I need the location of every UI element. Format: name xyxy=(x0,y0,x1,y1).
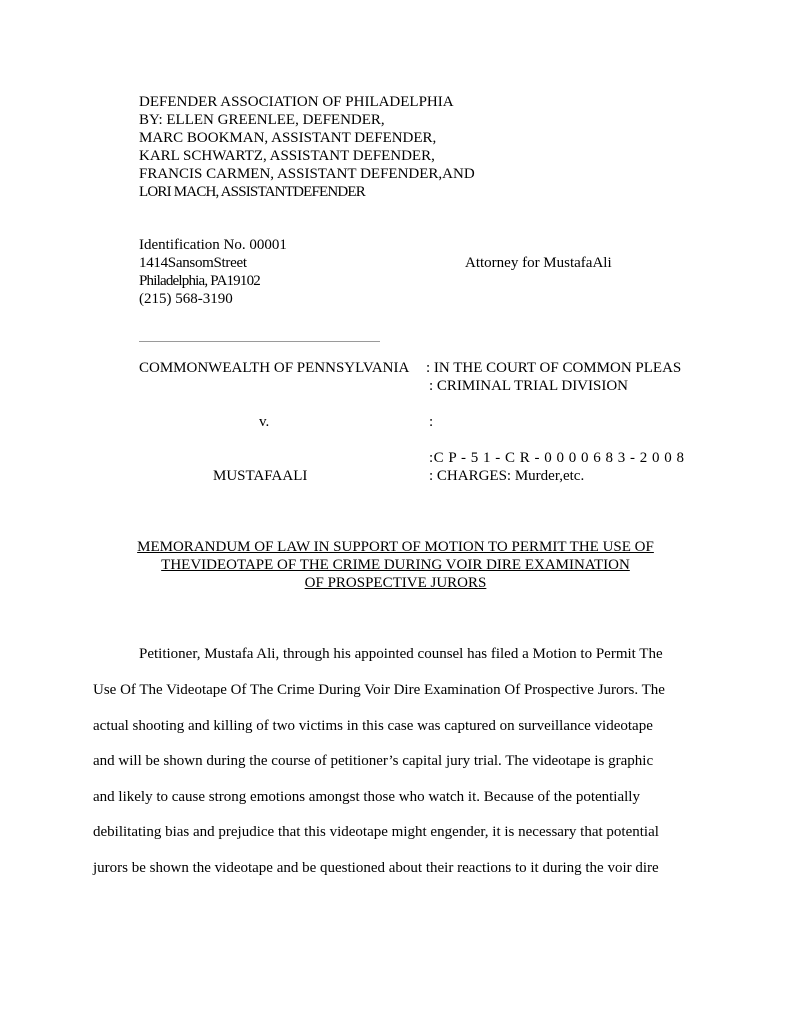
body-line-3: actual shooting and killing of two victims in this case was captured on surveillance videotape xyxy=(93,718,653,734)
case-number: :C P - 5 1 - C R - 0 0 0 0 6 8 3 - 2 0 0 8 xyxy=(429,450,685,466)
street-address: 1414SansomStreet xyxy=(139,255,247,271)
signature-divider xyxy=(139,341,380,342)
court-division: : CRIMINAL TRIAL DIVISION xyxy=(429,378,629,394)
header-line-assistant-4: LORI MACH, ASSISTANTDEFENDER xyxy=(139,184,366,200)
body-line-2: Use Of The Videotape Of The Crime During Voir Dire Examination Of Prospective Jurors. The xyxy=(93,682,665,698)
versus-label: v. xyxy=(259,414,270,430)
caption-colon: : xyxy=(429,414,434,430)
title-line-2: THEVIDEOTAPE OF THE CRIME DURING VOIR DIRE EXAMINATION xyxy=(161,557,630,573)
body-line-1: Petitioner, Mustafa Ali, through his appointed counsel has filed a Motion to Permit The xyxy=(139,646,663,662)
attorney-for: Attorney for MustafaAli xyxy=(465,255,612,271)
charges: : CHARGES: Murder,etc. xyxy=(429,468,585,484)
title-line-3: OF PROSPECTIVE JURORS xyxy=(304,575,487,591)
title-line-1: MEMORANDUM OF LAW IN SUPPORT OF MOTION TO PERMIT THE USE OF xyxy=(137,539,654,555)
body-line-4: and will be shown during the course of petitioner’s capital jury trial. The videotape is graphic xyxy=(93,753,654,769)
header-line-assistant-2: KARL SCHWARTZ, ASSISTANT DEFENDER, xyxy=(139,148,435,164)
body-line-7: jurors be shown the videotape and be questioned about their reactions to it during the voir dire xyxy=(93,860,659,876)
phone-number: (215) 568-3190 xyxy=(139,291,233,307)
header-line-defender: BY: ELLEN GREENLEE, DEFENDER, xyxy=(139,112,385,128)
defendant-name: MUSTAFAALI xyxy=(213,468,308,484)
header-line-organization: DEFENDER ASSOCIATION OF PHILADELPHIA xyxy=(139,94,454,110)
header-line-assistant-3: FRANCIS CARMEN, ASSISTANT DEFENDER,AND xyxy=(139,166,475,182)
city-state-zip: Philadelphia, PA19102 xyxy=(139,273,260,289)
plaintiff-name: COMMONWEALTH OF PENNSYLVANIA xyxy=(139,360,410,376)
identification-number: Identification No. 00001 xyxy=(139,237,287,253)
body-line-5: and likely to cause strong emotions amongst those who watch it. Because of the potentially xyxy=(93,789,640,805)
court-name: : IN THE COURT OF COMMON PLEAS xyxy=(426,360,682,376)
header-line-assistant-1: MARC BOOKMAN, ASSISTANT DEFENDER, xyxy=(139,130,437,146)
body-line-6: debilitating bias and prejudice that this videotape might engender, it is necessary that potential xyxy=(93,824,659,840)
